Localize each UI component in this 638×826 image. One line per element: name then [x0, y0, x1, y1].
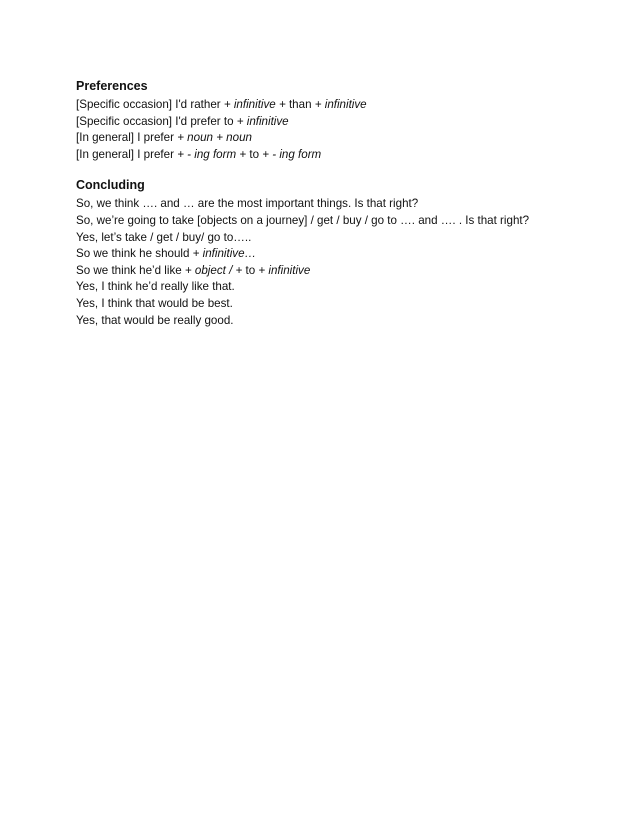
concluding-section — [76, 177, 616, 329]
phrase-segment: [In general] I prefer — [76, 131, 178, 145]
phrase-segment: So, we think …. and … are the most important things. Is that right? — [76, 197, 419, 211]
phrase-segment: Yes, I think that would be best. — [76, 296, 233, 310]
phrase-segment: to — [242, 263, 259, 277]
preferences-section — [76, 78, 616, 163]
document-page — [76, 78, 616, 329]
preferences-lines — [76, 97, 616, 163]
phrase-line — [76, 246, 616, 263]
phrase-segment: [Specific occasion] I'd rather — [76, 98, 224, 111]
phrase-italic-segment: + - ing form + — [177, 147, 247, 161]
phrase-segment: Yes, I think he’d really like that. — [76, 280, 235, 294]
phrase-segment: to — [246, 147, 263, 161]
preferences-heading: Preferences — [76, 79, 148, 93]
phrase-line — [76, 213, 616, 230]
phrase-italic-segment: + infinitive… — [192, 247, 257, 261]
phrase-segment: [Specific occasion] I'd prefer to — [76, 114, 237, 128]
phrase-segment: than — [285, 98, 315, 111]
phrase-segment: So we think he’d like — [76, 263, 185, 277]
phrase-line — [76, 279, 616, 296]
phrase-italic-segment: + noun + noun — [177, 131, 252, 145]
phrase-italic-segment: + infinitive — [258, 263, 311, 277]
phrase-line — [76, 230, 616, 247]
phrase-segment: Yes, let’s take / get / buy/ go to….. — [76, 230, 252, 244]
concluding-heading: Concluding — [76, 178, 145, 193]
phrase-line — [76, 114, 616, 131]
phrase-line — [76, 130, 616, 147]
phrase-line — [76, 296, 616, 313]
phrase-italic-segment: + infinitive — [236, 114, 289, 128]
phrase-segment: Yes, that would be really good. — [76, 313, 234, 327]
phrase-line — [76, 97, 616, 114]
phrase-line — [76, 196, 616, 213]
phrase-italic-segment: + - ing form — [262, 147, 322, 161]
phrase-segment: So we think he should — [76, 247, 193, 261]
concluding-lines — [76, 196, 616, 329]
phrase-segment: [In general] I prefer — [76, 147, 178, 161]
phrase-segment: So, we’re going to take [objects on a journey] / get / buy / go to …. and …. . Is that right? — [76, 213, 530, 227]
phrase-line — [76, 313, 616, 330]
phrase-italic-segment: + object / + — [184, 263, 243, 277]
phrase-line — [76, 147, 616, 164]
phrase-italic-segment: + infinitive — [314, 98, 367, 111]
phrase-italic-segment: + infinitive + — [223, 98, 286, 111]
phrase-line — [76, 263, 616, 280]
